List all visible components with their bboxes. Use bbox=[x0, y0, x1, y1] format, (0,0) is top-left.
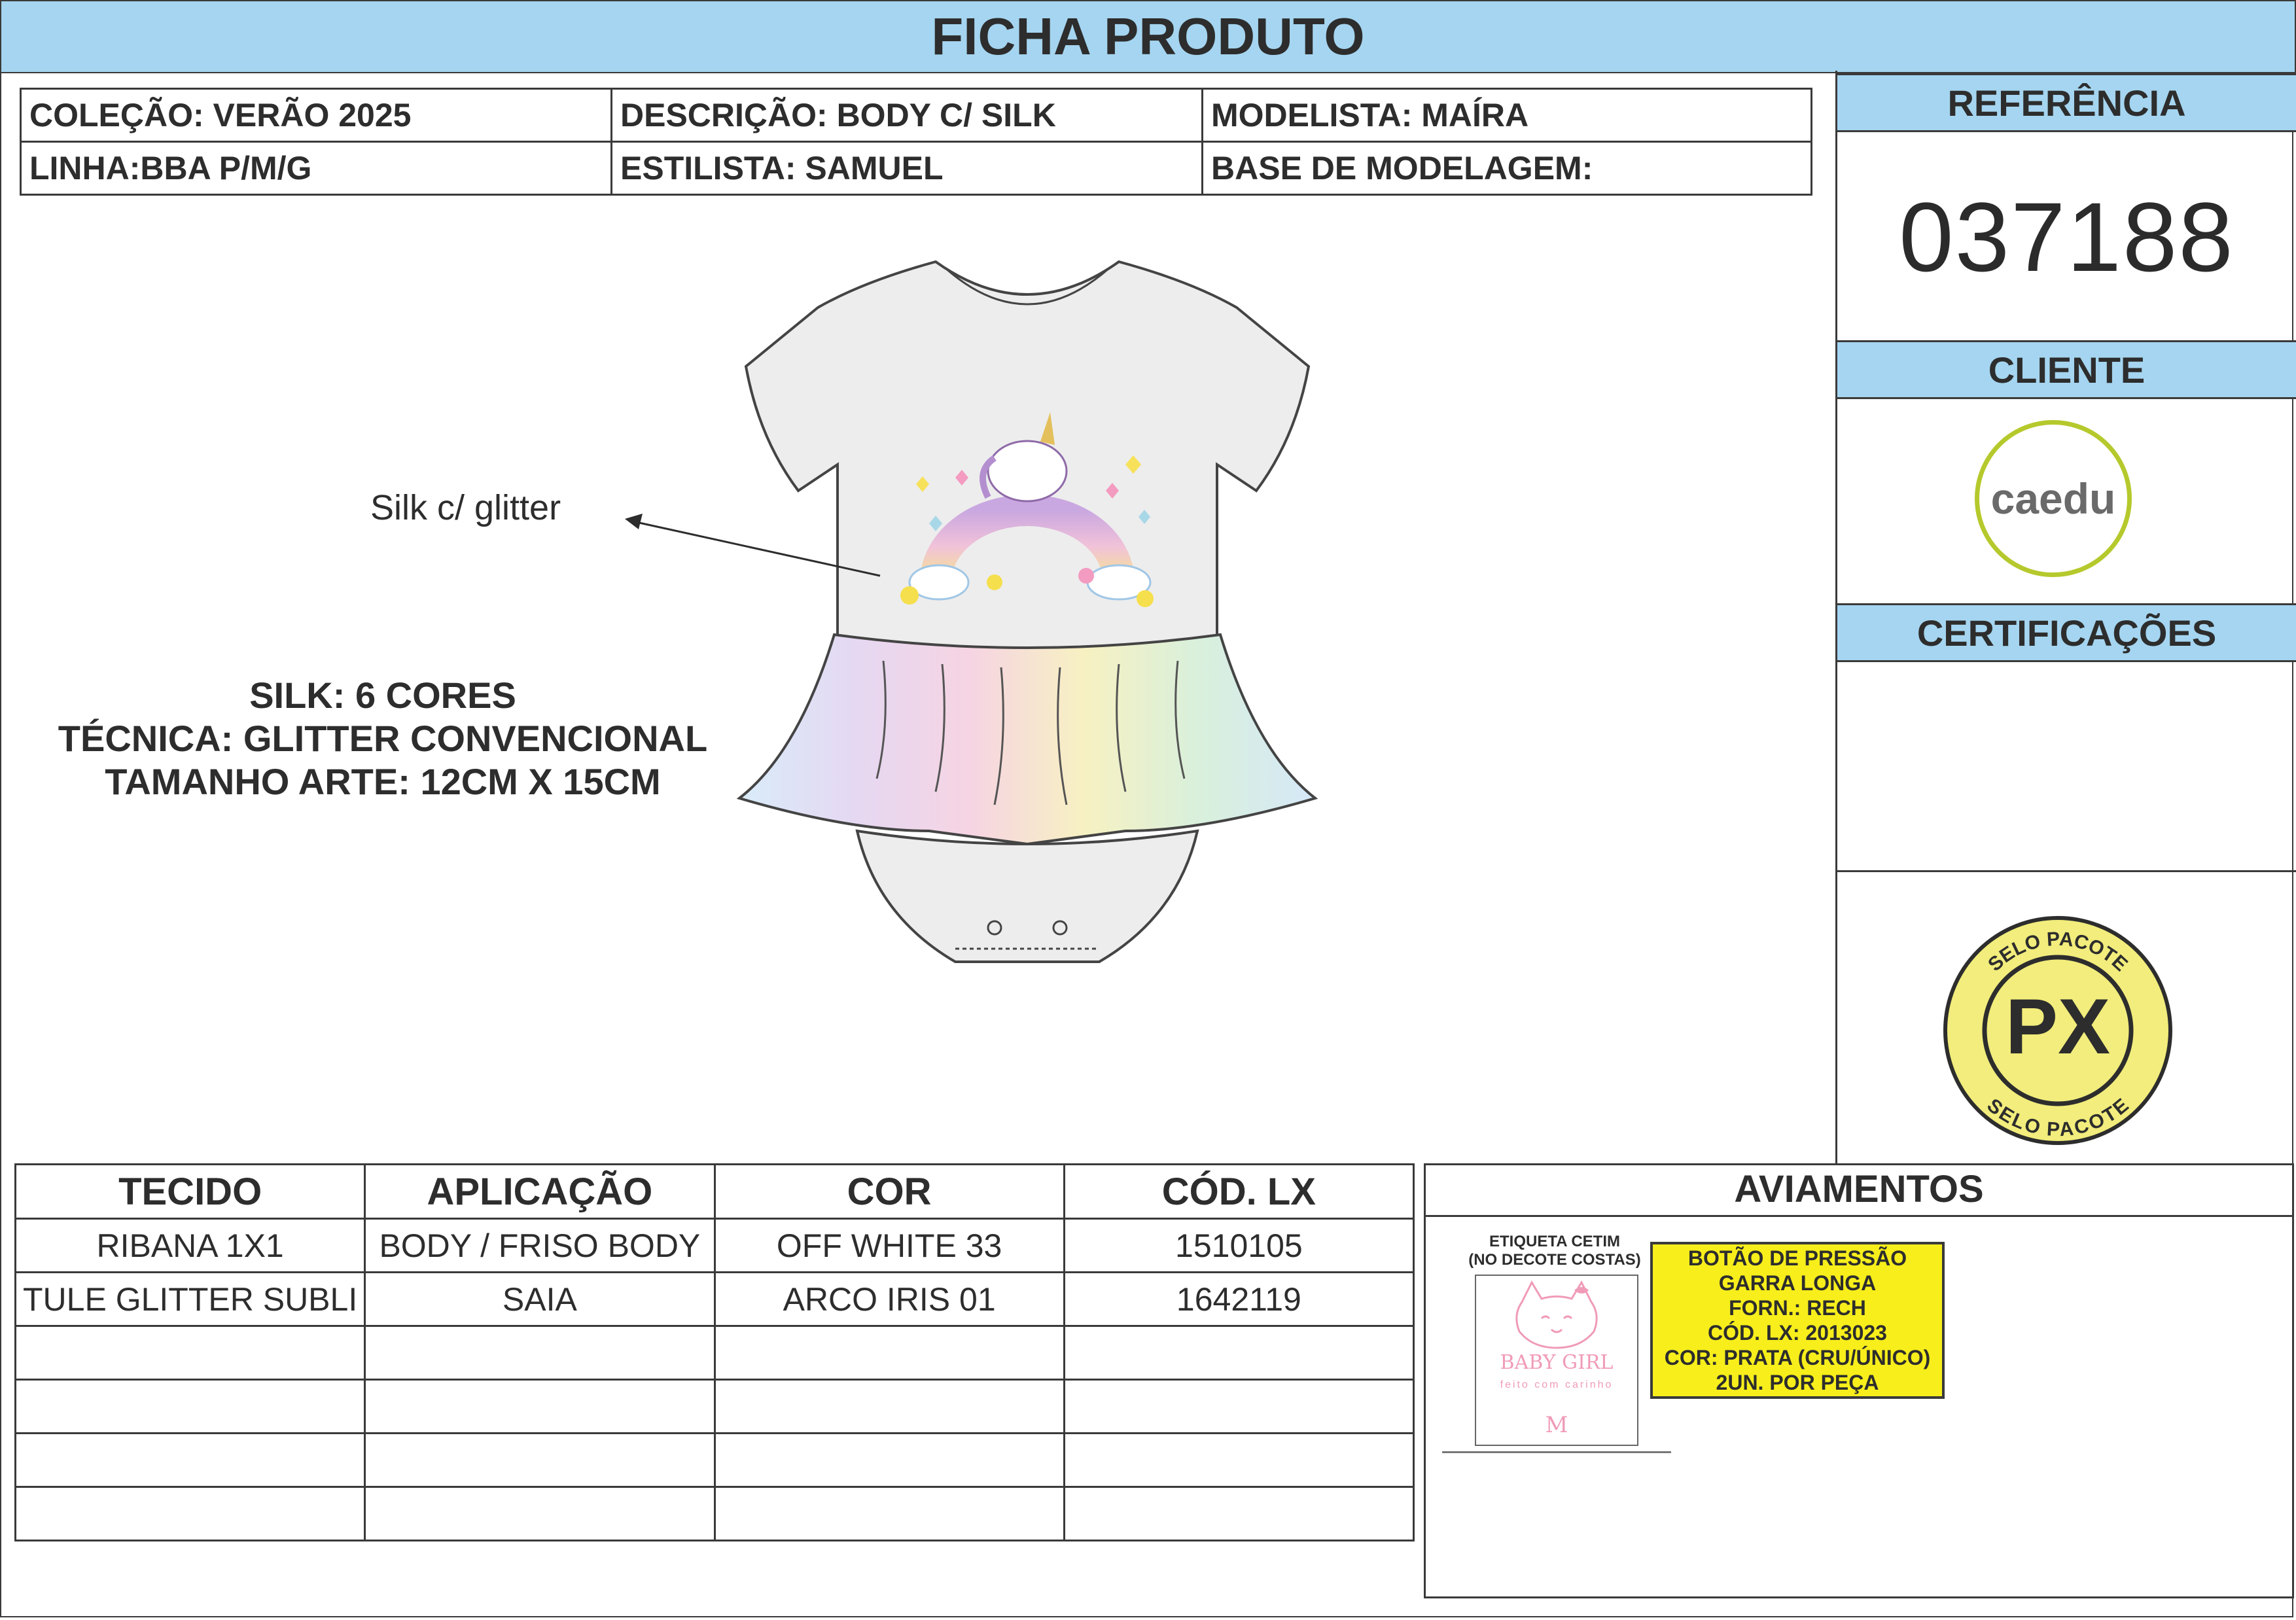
page-title: FICHA PRODUTO bbox=[0, 0, 2296, 73]
table-row bbox=[16, 1434, 1414, 1487]
referencia-value: 037188 bbox=[1899, 181, 2234, 292]
table-cell bbox=[1064, 1434, 1413, 1487]
header-cor: COR bbox=[715, 1165, 1064, 1219]
etiqueta-title bbox=[1457, 1233, 1653, 1269]
selo-code: PX bbox=[2005, 983, 2111, 1070]
table-cell: 1510105 bbox=[1064, 1219, 1413, 1273]
etiqueta-underline bbox=[1442, 1451, 1671, 1453]
certificacoes-label: CERTIFICAÇÕES bbox=[1837, 603, 2296, 662]
tech-spec-line: TAMANHO ARTE: 12CM X 15CM bbox=[105, 761, 661, 802]
table-row bbox=[16, 1273, 1414, 1326]
descricao-field: DESCRIÇÃO: BODY C/ SILK bbox=[612, 89, 1203, 142]
table-cell: TULE GLITTER SUBLI bbox=[16, 1273, 365, 1326]
etiqueta-title-line: ETIQUETA CETIM bbox=[1489, 1233, 1620, 1250]
table-cell bbox=[16, 1326, 365, 1380]
estilista-field: ESTILISTA: SAMUEL bbox=[612, 142, 1203, 195]
base-modelagem-field: BASE DE MODELAGEM: bbox=[1203, 142, 1812, 195]
table-row bbox=[16, 1380, 1414, 1434]
botao-line: BOTÃO DE PRESSÃO bbox=[1687, 1246, 1907, 1270]
table-cell: OFF WHITE 33 bbox=[715, 1219, 1064, 1273]
silk-callout-label: Silk c/ glitter bbox=[370, 488, 561, 527]
referencia-label: REFERÊNCIA bbox=[1837, 73, 2296, 132]
body-garment-illustration bbox=[720, 255, 1335, 995]
table-cell bbox=[365, 1380, 715, 1434]
selo-pacote-seal bbox=[1940, 913, 2176, 1148]
table-cell bbox=[365, 1434, 715, 1487]
table-row bbox=[16, 1487, 1414, 1541]
table-cell bbox=[16, 1380, 365, 1434]
linha-field: LINHA:BBA P/M/G bbox=[21, 142, 612, 195]
table-cell bbox=[365, 1326, 715, 1380]
etiqueta-brand: BABY GIRL bbox=[1500, 1351, 1614, 1374]
botao-line: 2UN. POR PEÇA bbox=[1716, 1371, 1879, 1394]
table-cell bbox=[1064, 1487, 1413, 1541]
table-cell: ARCO IRIS 01 bbox=[715, 1273, 1064, 1326]
header-cod-lx: CÓD. LX bbox=[1064, 1165, 1413, 1219]
etiqueta-title-line: (NO DECOTE COSTAS) bbox=[1468, 1251, 1641, 1269]
table-cell bbox=[16, 1487, 365, 1541]
tech-spec-line: SILK: 6 CORES bbox=[249, 675, 516, 716]
table-cell: 1642119 bbox=[1064, 1273, 1413, 1326]
selo-bottom-text: SELO PACOTE bbox=[1983, 1094, 2133, 1141]
table-cell bbox=[715, 1326, 1064, 1380]
header-aplicacao: APLICAÇÃO bbox=[365, 1165, 715, 1219]
callout-arrow bbox=[622, 507, 883, 586]
botao-line: COR: PRATA (CRU/ÚNICO) bbox=[1664, 1346, 1931, 1369]
botao-line: CÓD. LX: 2013023 bbox=[1708, 1321, 1887, 1345]
info-table bbox=[20, 88, 1812, 196]
table-cell bbox=[1064, 1326, 1413, 1380]
etiqueta-tagline: feito com carinho bbox=[1500, 1379, 1614, 1390]
tech-spec-line: TÉCNICA: GLITTER CONVENCIONAL bbox=[58, 718, 708, 759]
table-cell: RIBANA 1X1 bbox=[16, 1219, 365, 1273]
aviamentos-title: AVIAMENTOS bbox=[1424, 1163, 2294, 1217]
table-row bbox=[16, 1219, 1414, 1273]
header-tecido: TECIDO bbox=[16, 1165, 365, 1219]
table-cell bbox=[1064, 1380, 1413, 1434]
table-cell: BODY / FRISO BODY bbox=[365, 1219, 715, 1273]
etiqueta-size: M bbox=[1545, 1412, 1568, 1438]
tech-spec bbox=[26, 674, 739, 803]
table-cell: SAIA bbox=[365, 1273, 715, 1326]
botao-line: GARRA LONGA bbox=[1718, 1271, 1877, 1295]
colecao-field: COLEÇÃO: VERÃO 2025 bbox=[21, 89, 612, 142]
table-cell bbox=[715, 1434, 1064, 1487]
table-cell bbox=[365, 1487, 715, 1541]
table-cell bbox=[16, 1434, 365, 1487]
materials-table bbox=[14, 1163, 1415, 1541]
modelista-field: MODELISTA: MAÍRA bbox=[1203, 89, 1812, 142]
caedu-logo: caedu bbox=[1975, 420, 2132, 577]
table-cell bbox=[715, 1380, 1064, 1434]
botao-pressao-note bbox=[1650, 1242, 1945, 1399]
botao-line: FORN.: RECH bbox=[1729, 1296, 1866, 1320]
table-cell bbox=[715, 1487, 1064, 1541]
table-row bbox=[16, 1326, 1414, 1380]
certificacoes-divider bbox=[1837, 870, 2296, 872]
cliente-label: CLIENTE bbox=[1837, 340, 2296, 399]
selo-top-text: SELO PACOTE bbox=[1984, 928, 2132, 976]
